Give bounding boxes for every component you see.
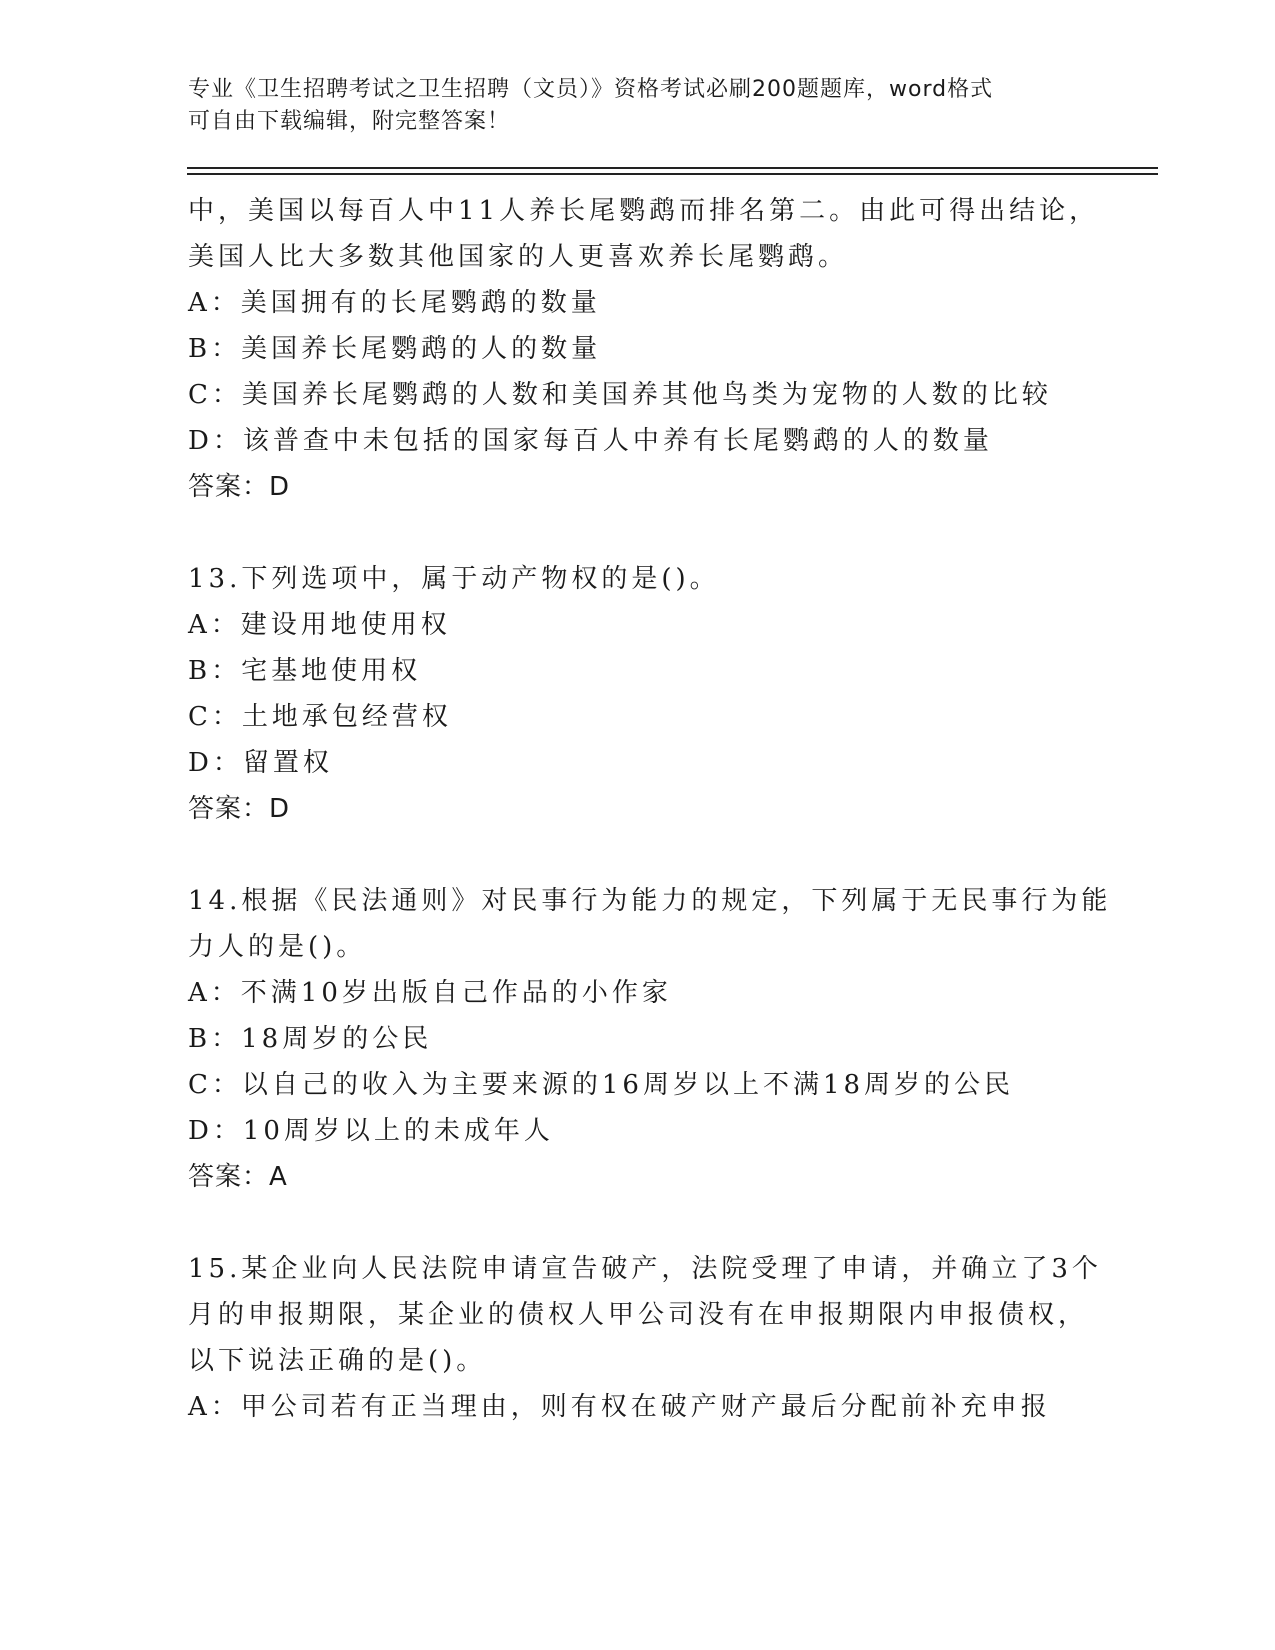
option-d: D：10周岁以上的未成年人	[188, 1116, 554, 1146]
answer: 答案：A	[188, 1162, 288, 1192]
header-line-1: 专业《卫生招聘考试之卫生招聘（文员）》资格考试必刷200题题库，word格式	[188, 77, 994, 102]
question-content	[188, 188, 1112, 1430]
option-b: B：18周岁的公民	[188, 1024, 433, 1054]
answer: 答案：D	[188, 794, 291, 824]
document-header	[188, 74, 1068, 138]
question-12-fragment	[188, 188, 1100, 510]
option-a: A：美国拥有的长尾鹦鹉的数量	[188, 288, 601, 318]
question-text-line: 中，美国以每百人中11人养长尾鹦鹉而排名第二。由此可得出结论，	[188, 196, 1100, 226]
question-15	[188, 1246, 1102, 1430]
option-a: A：甲公司若有正当理由，则有权在破产财产最后分配前补充申报	[188, 1392, 1051, 1422]
header-rule-bottom	[187, 173, 1158, 175]
option-a: A：不满10岁出版自己作品的小作家	[188, 978, 672, 1008]
question-14	[188, 878, 1112, 1200]
question-text-line: 力人的是()。	[188, 932, 367, 962]
header-rule-top	[187, 167, 1158, 169]
option-c: C：美国养长尾鹦鹉的人数和美国养其他鸟类为宠物的人数的比较	[188, 380, 1052, 410]
question-13	[188, 556, 1088, 832]
option-c: C：土地承包经营权	[188, 702, 452, 732]
question-text-line: 以下说法正确的是()。	[188, 1346, 487, 1376]
option-b: B：美国养长尾鹦鹉的人的数量	[188, 334, 602, 364]
question-text-line: 14.根据《民法通则》对民事行为能力的规定，下列属于无民事行为能	[188, 886, 1112, 916]
question-text-line: 月的申报期限，某企业的债权人甲公司没有在申报期限内申报债权，	[188, 1300, 1089, 1330]
question-text-line: 15.某企业向人民法院申请宣告破产，法院受理了申请，并确立了3个	[188, 1254, 1102, 1284]
answer: 答案：D	[188, 472, 291, 502]
option-d: D：留置权	[188, 748, 333, 778]
option-b: B：宅基地使用权	[188, 656, 422, 686]
option-c: C：以自己的收入为主要来源的16周岁以上不满18周岁的公民	[188, 1070, 1015, 1100]
question-text-line: 美国人比大多数其他国家的人更喜欢养长尾鹦鹉。	[188, 242, 849, 272]
option-a: A：建设用地使用权	[188, 610, 451, 640]
header-line-2: 可自由下载编辑，附完整答案！	[188, 109, 511, 134]
question-text-line: 13.下列选项中，属于动产物权的是()。	[188, 564, 720, 594]
option-d: D：该普查中未包括的国家每百人中养有长尾鹦鹉的人的数量	[188, 426, 993, 456]
